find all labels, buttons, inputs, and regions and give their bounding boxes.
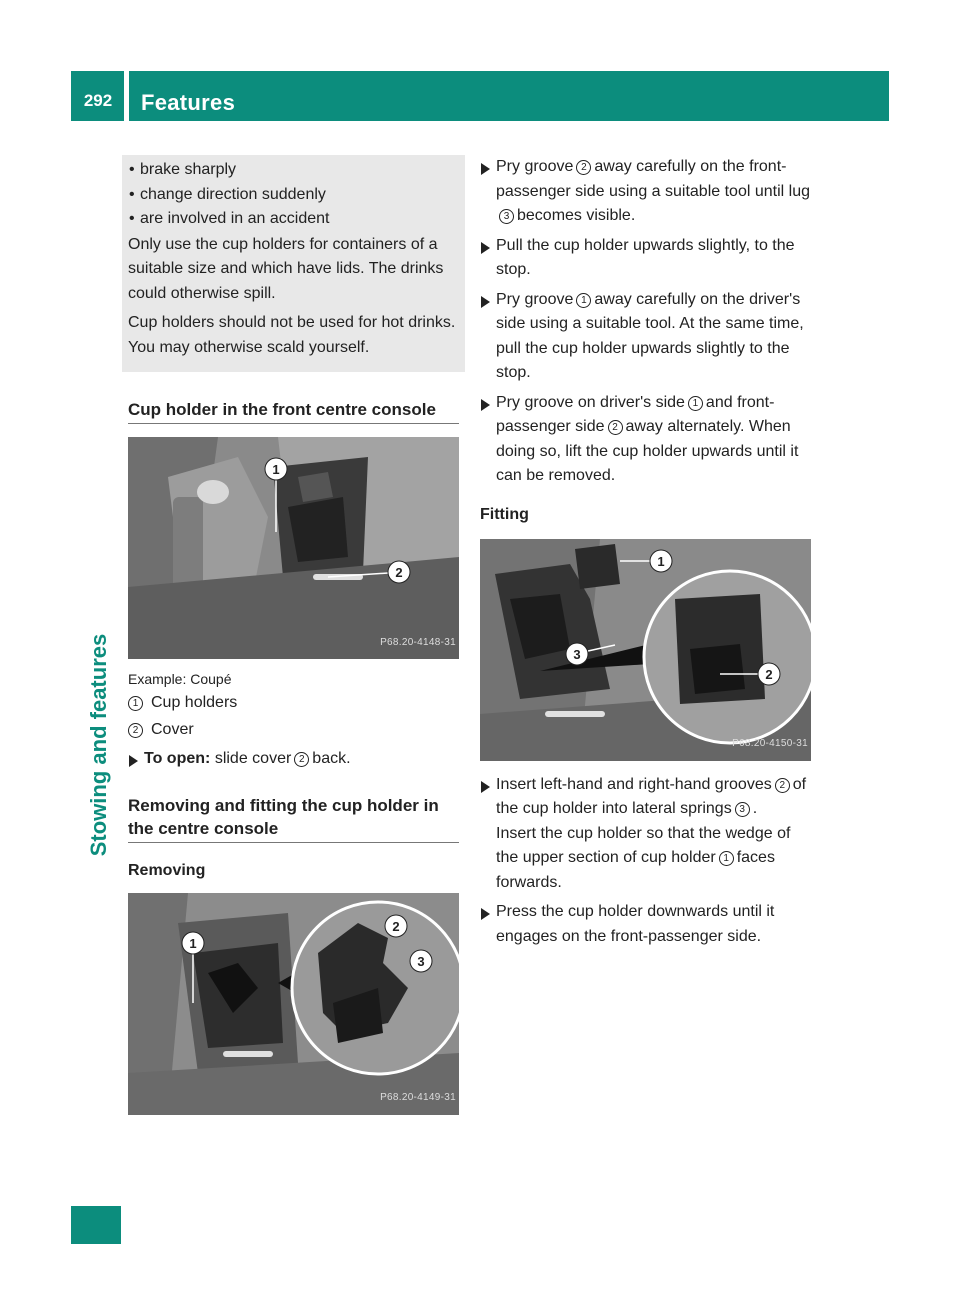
svg-text:1: 1 xyxy=(657,553,665,569)
inline-number: 1 xyxy=(719,851,734,866)
step-text: and front-passenger side xyxy=(496,393,775,435)
figure-caption: Example: Coupé xyxy=(128,671,232,687)
step-text: slide cover xyxy=(214,750,292,767)
legend-row xyxy=(128,691,459,716)
inline-number: 1 xyxy=(576,293,591,308)
instruction-step xyxy=(480,391,812,489)
cup-holder-illustration xyxy=(128,437,459,659)
warning-bullet: • change direction suddenly xyxy=(128,183,459,208)
subsection-heading: Removing xyxy=(128,861,206,879)
page-title: Features xyxy=(141,90,236,115)
svg-text:2: 2 xyxy=(395,565,403,580)
inline-number: 2 xyxy=(608,420,623,435)
step-text: of the cup holder into lateral springs xyxy=(496,775,807,817)
subsection-heading: Fitting xyxy=(480,505,529,523)
warning-box xyxy=(122,155,465,372)
cup-holder-figure xyxy=(128,437,459,659)
step-bold: To open: xyxy=(144,750,211,767)
instruction-continuation xyxy=(496,822,812,896)
left-column xyxy=(128,155,459,1115)
svg-text:3: 3 xyxy=(417,953,425,969)
step-text: back. xyxy=(312,750,351,767)
inline-number: 2 xyxy=(294,752,309,767)
warning-paragraph: Only use the cup holders for containers of a suitable size and which have lids. The drinks could otherwise spill. xyxy=(128,235,444,302)
step-text: Insert left-hand and right-hand grooves xyxy=(496,775,772,793)
fitting-illustration xyxy=(480,539,811,761)
removing-illustration xyxy=(128,893,459,1115)
side-tab-label: Stowing and features xyxy=(86,633,111,857)
inline-number: 3 xyxy=(735,802,750,817)
warning-bullet: • are involved in an accident xyxy=(128,207,459,232)
svg-text:1: 1 xyxy=(272,462,280,477)
inline-number: 2 xyxy=(775,778,790,793)
page-number: 292 xyxy=(83,91,113,110)
svg-text:2: 2 xyxy=(765,666,773,682)
svg-text:2: 2 xyxy=(392,918,400,934)
side-tab-marker xyxy=(71,1206,121,1244)
step-text: away alternately. When doing so, lift the cup holder upwards until it can be removed. xyxy=(496,418,799,484)
instruction-step: Press the cup holder downwards until it engages on the front-passenger side. xyxy=(480,900,812,949)
step-text: Insert the cup holder so that the wedge of the upper section of cup holder xyxy=(496,824,791,866)
right-column xyxy=(480,155,812,949)
legend-row xyxy=(128,718,459,743)
step-text: becomes visible. xyxy=(517,207,636,224)
removing-figure xyxy=(128,893,459,1115)
svg-text:3: 3 xyxy=(573,646,581,662)
step-text: Pry groove on driver's side xyxy=(496,393,685,411)
section-heading: Cup holder in the front centre console xyxy=(128,398,459,424)
legend-number: 1 xyxy=(128,696,143,711)
inline-number: 3 xyxy=(499,209,514,224)
figure-code: P68.20-4150-31 xyxy=(732,738,808,749)
instruction-step xyxy=(128,747,459,772)
section-heading: Removing and fitting the cup holder in the centre console xyxy=(128,794,459,843)
svg-text:1: 1 xyxy=(189,935,197,951)
step-text: Pry groove xyxy=(496,290,574,308)
instruction-step: Pull the cup holder upwards slightly, to the stop. xyxy=(480,234,812,283)
step-text: . xyxy=(752,800,758,817)
step-text: faces forwards. xyxy=(496,849,775,891)
step-text: Pry groove xyxy=(496,158,574,175)
warning-bullet: • brake sharply xyxy=(128,158,459,183)
instruction-step xyxy=(480,773,812,822)
figure-code: P68.20-4149-31 xyxy=(380,1092,456,1103)
legend-label: Cup holders xyxy=(151,694,238,711)
inline-number: 1 xyxy=(688,396,703,411)
legend-number: 2 xyxy=(128,723,143,738)
side-tab-label-wrap xyxy=(84,580,114,910)
legend-label: Cover xyxy=(151,720,194,738)
instruction-step xyxy=(480,288,812,386)
instruction-step xyxy=(480,155,812,229)
header-divider xyxy=(124,71,129,121)
step-text: away carefully on the front-passenger side using a suitable tool until lug xyxy=(496,158,810,200)
step-text: away carefully on the driver's side using a suitable tool. At the same time, pull the cup holder upwards slightly to the stop. xyxy=(496,290,804,381)
inline-number: 2 xyxy=(576,160,591,175)
warning-paragraph: Cup holders should not be used for hot drinks. You may otherwise scald yourself. xyxy=(128,314,456,356)
figure-code: P68.20-4148-31 xyxy=(380,636,456,648)
fitting-figure xyxy=(480,539,811,761)
